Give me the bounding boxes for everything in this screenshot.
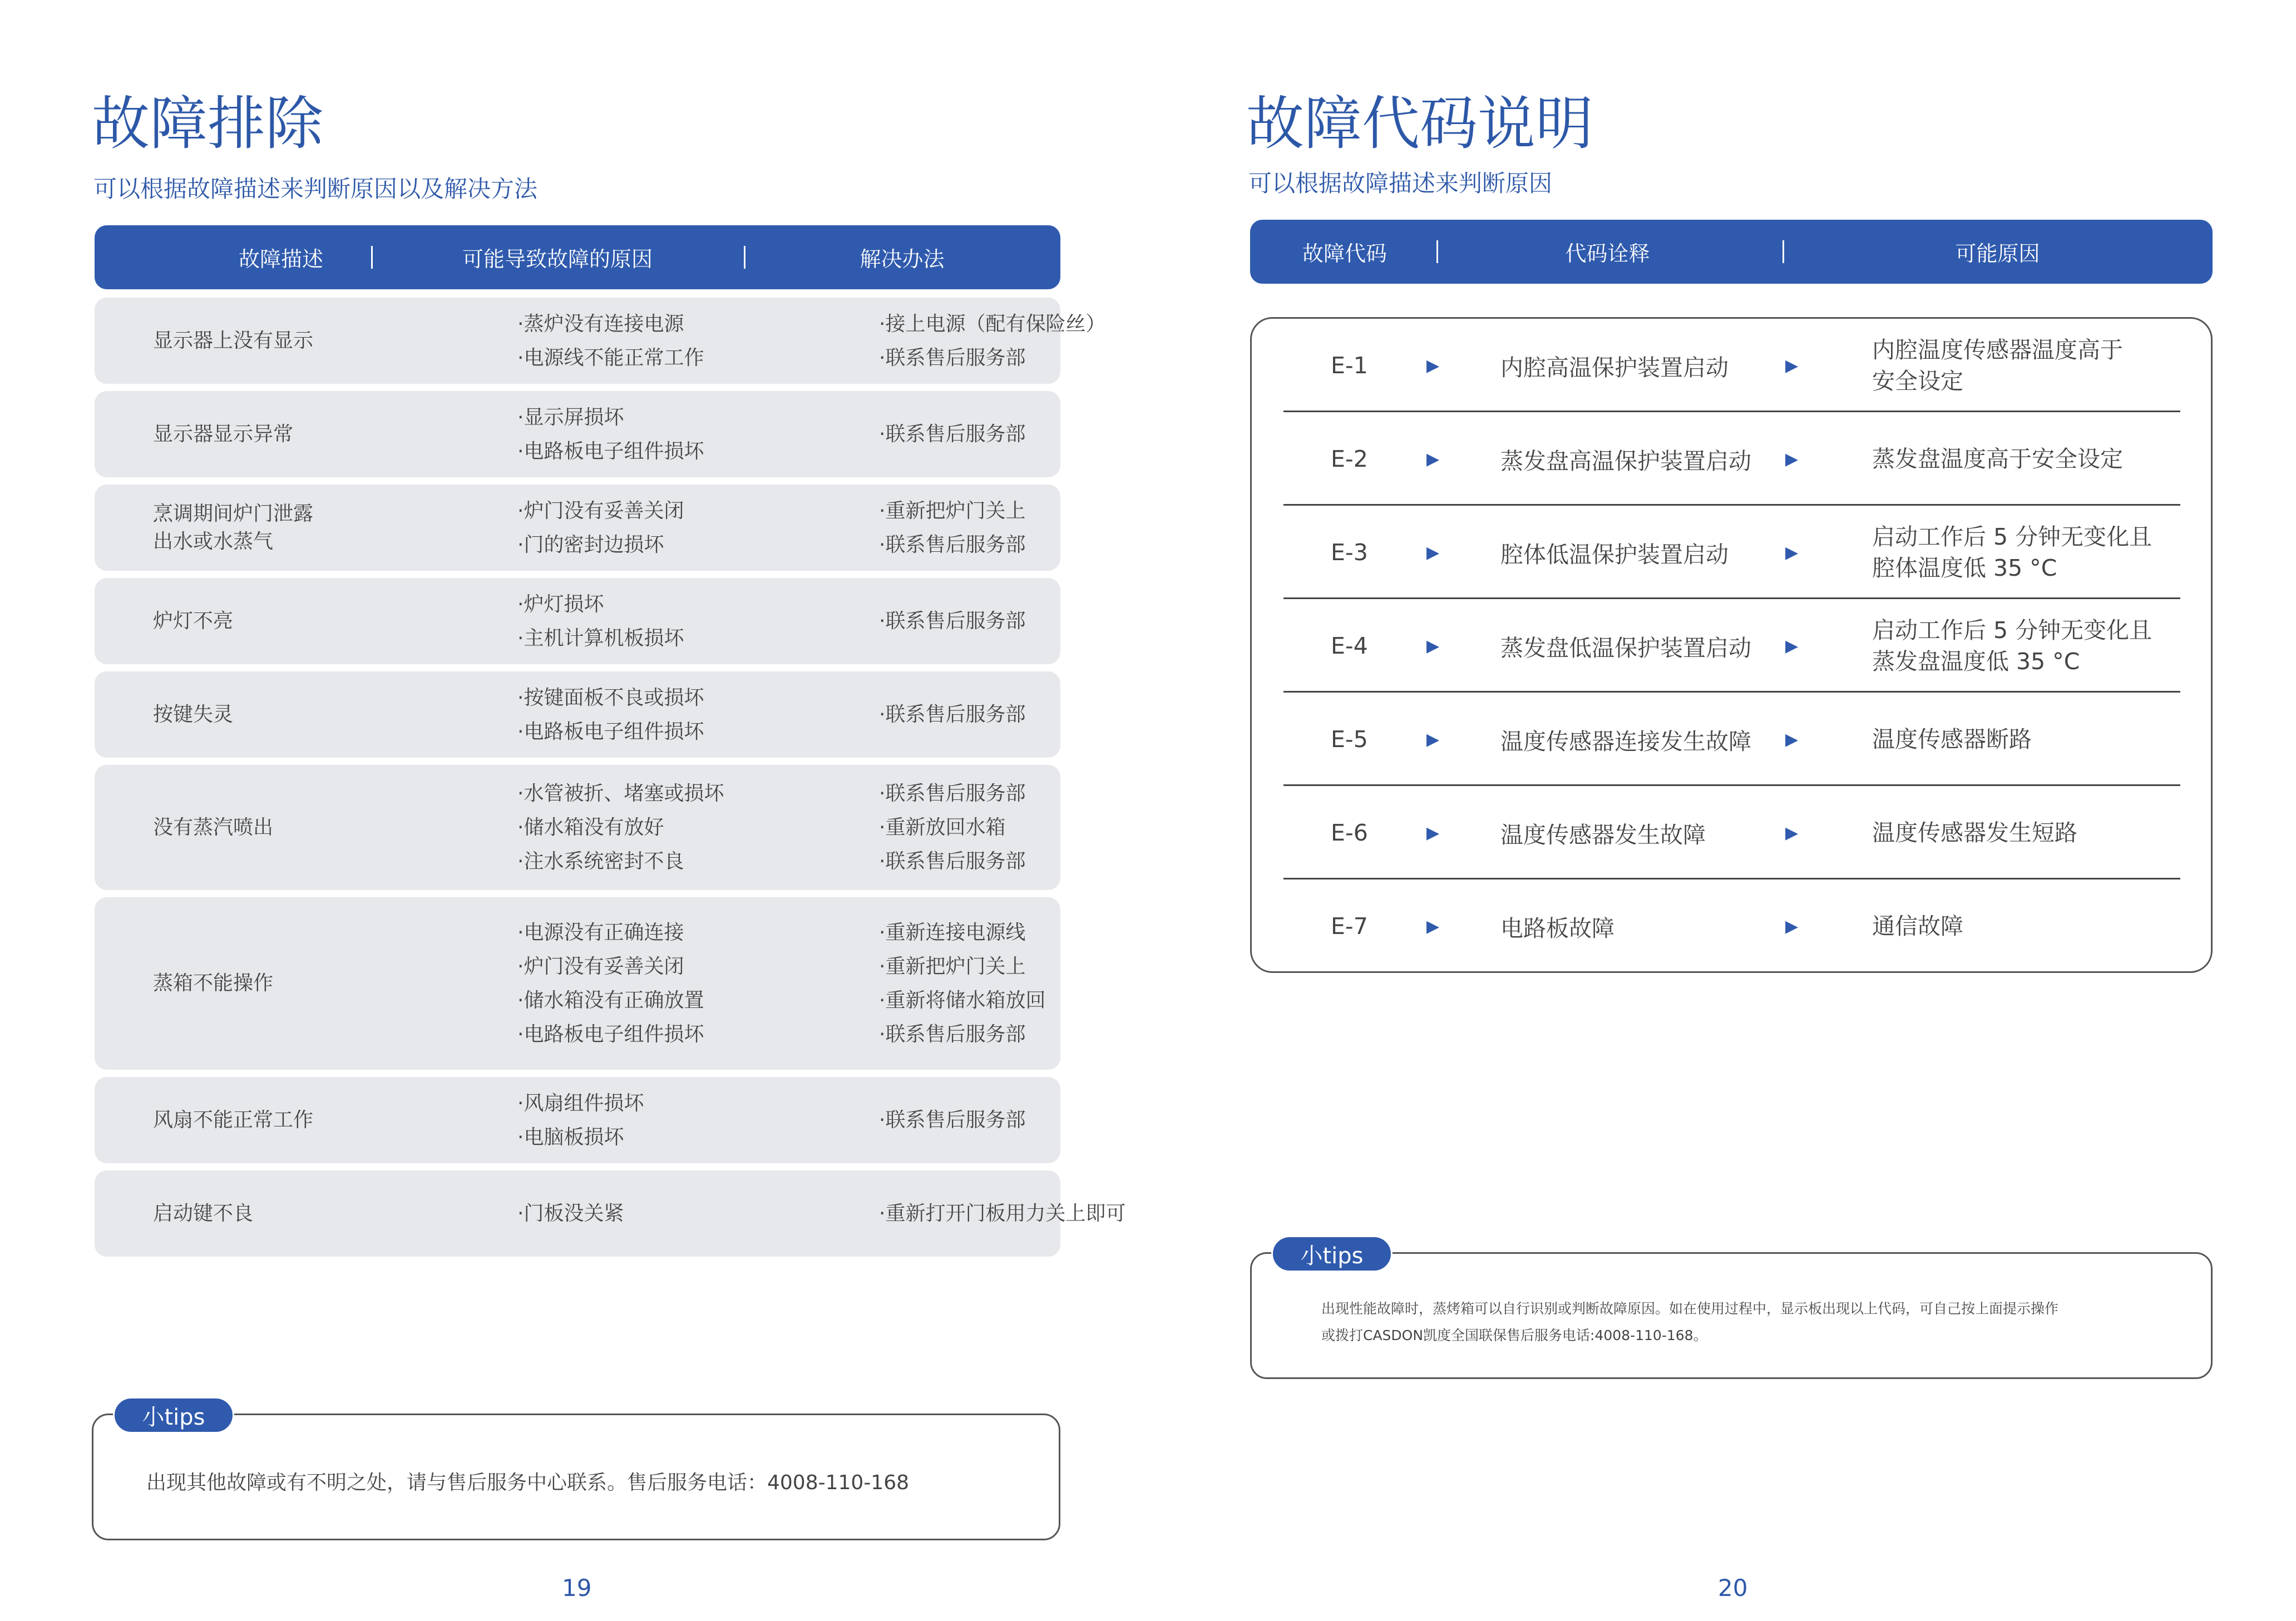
triangle-arrow-icon: ▶ bbox=[1426, 916, 1440, 936]
triangle-arrow-icon: ▶ bbox=[1785, 729, 1799, 749]
triangle-arrow-icon: ▶ bbox=[1426, 729, 1440, 749]
header-code-meaning: 代码诠释 bbox=[1565, 241, 1650, 266]
possible-causes: ·炉灯损坏 ·主机计算机板损坏 bbox=[517, 592, 684, 650]
page-subtitle-right: 可以根据故障描述来判断原因 bbox=[1248, 170, 1553, 197]
fault-description: 烹调期间炉门泄露 出水或水蒸气 bbox=[153, 502, 314, 553]
code-meaning: 温度传感器发生故障 bbox=[1500, 821, 1706, 848]
tips-box-right bbox=[1250, 1252, 2213, 1379]
possible-reason: 通信故障 bbox=[1872, 913, 1963, 940]
table-row bbox=[95, 485, 1060, 571]
error-code-row bbox=[1283, 693, 2180, 786]
possible-causes: ·蒸炉没有连接电源 ·电源线不能正常工作 bbox=[517, 312, 704, 369]
error-code-row bbox=[1283, 412, 2180, 506]
troubleshoot-table-header bbox=[95, 225, 1060, 289]
table-row bbox=[95, 1170, 1126, 1257]
triangle-arrow-icon: ▶ bbox=[1426, 542, 1440, 562]
table-row bbox=[95, 897, 1060, 1070]
error-code: E-6 bbox=[1331, 819, 1368, 846]
header-possible-reason: 可能原因 bbox=[1955, 241, 2040, 266]
solutions: ·联系售后服务部 bbox=[879, 703, 1026, 726]
error-code-row bbox=[1283, 879, 2180, 973]
header-possible-cause: 可能导致故障的原因 bbox=[462, 247, 653, 271]
table-row bbox=[95, 391, 1060, 477]
table-row bbox=[95, 671, 1060, 758]
fault-description: 显示器显示异常 bbox=[153, 422, 294, 446]
solutions: ·重新连接电源线 ·重新把炉门关上 ·重新将储水箱放回 ·联系售后服务部 bbox=[879, 921, 1046, 1046]
triangle-arrow-icon: ▶ bbox=[1785, 823, 1799, 843]
error-code-table bbox=[1250, 317, 2213, 973]
header-solution: 解决办法 bbox=[860, 247, 945, 271]
solutions: ·重新把炉门关上 ·联系售后服务部 bbox=[879, 499, 1026, 556]
fault-description: 蒸箱不能操作 bbox=[153, 972, 274, 995]
possible-causes: ·门板没关紧 bbox=[517, 1202, 624, 1225]
table-row bbox=[95, 578, 1060, 664]
tips-label-right: 小tips bbox=[1271, 1235, 1393, 1272]
possible-reason: 内腔温度传感器温度高于 安全设定 bbox=[1872, 337, 2123, 394]
error-code-table-header bbox=[1250, 220, 2213, 284]
code-meaning: 电路板故障 bbox=[1500, 915, 1614, 942]
possible-causes: ·电源没有正确连接 ·炉门没有妥善关闭 ·储水箱没有正确放置 ·电路板电子组件损坏 bbox=[517, 921, 704, 1046]
possible-reason: 温度传感器断路 bbox=[1872, 726, 2032, 753]
table-row bbox=[95, 298, 1106, 384]
header-fault-description: 故障描述 bbox=[238, 247, 323, 271]
code-meaning: 温度传感器连接发生故障 bbox=[1500, 728, 1751, 755]
possible-causes: ·水管被折、堵塞或损坏 ·储水箱没有放好 ·注水系统密封不良 bbox=[517, 782, 724, 873]
error-code: E-4 bbox=[1331, 632, 1368, 659]
triangle-arrow-icon: ▶ bbox=[1426, 823, 1440, 843]
page-title-right: 故障代码说明 bbox=[1246, 90, 1594, 157]
triangle-arrow-icon: ▶ bbox=[1426, 355, 1440, 375]
fault-description: 按键失灵 bbox=[153, 703, 234, 726]
table-row bbox=[95, 1077, 1060, 1163]
fault-description: 炉灯不亮 bbox=[153, 609, 234, 632]
solutions: ·联系售后服务部 bbox=[879, 1109, 1026, 1131]
page-title-left: 故障排除 bbox=[92, 90, 324, 157]
code-meaning: 腔体低温保护装置启动 bbox=[1500, 541, 1729, 568]
triangle-arrow-icon: ▶ bbox=[1785, 449, 1799, 469]
code-meaning: 内腔高温保护装置启动 bbox=[1500, 354, 1729, 381]
solutions: ·联系售后服务部 ·重新放回水箱 ·联系售后服务部 bbox=[879, 782, 1026, 873]
table-row bbox=[95, 765, 1060, 890]
solutions: ·联系售后服务部 bbox=[879, 610, 1026, 632]
triangle-arrow-icon: ▶ bbox=[1785, 636, 1799, 656]
page-number-right: 20 bbox=[1718, 1574, 1748, 1602]
fault-description: 显示器上没有显示 bbox=[153, 329, 314, 352]
header-error-code: 故障代码 bbox=[1302, 241, 1387, 266]
possible-causes: ·显示屏损坏 ·电路板电子组件损坏 bbox=[517, 406, 704, 463]
possible-reason: 启动工作后 5 分钟无变化且 蒸发盘温度低 35 °C bbox=[1872, 617, 2152, 675]
error-code: E-7 bbox=[1331, 913, 1368, 940]
tips-label-left: 小tips bbox=[113, 1397, 234, 1434]
code-meaning: 蒸发盘低温保护装置启动 bbox=[1500, 634, 1751, 661]
tips-text: 出现性能故障时，蒸烤箱可以自行识别或判断故障原因。如在使用过程中，显示板出现以上代码，可自己按上面提示操作 或拨打CASDON凯度全国联保售后服务电话:4008-110-168。 bbox=[1321, 1301, 2059, 1343]
error-code: E-2 bbox=[1331, 446, 1368, 472]
possible-causes: ·炉门没有妥善关闭 ·门的密封边损坏 bbox=[517, 499, 684, 556]
possible-causes: ·按键面板不良或损坏 ·电路板电子组件损坏 bbox=[517, 686, 704, 743]
error-code-row bbox=[1283, 319, 2180, 412]
error-code: E-3 bbox=[1331, 539, 1368, 566]
solutions: ·接上电源（配有保险丝） ·联系售后服务部 bbox=[879, 312, 1106, 369]
error-code-row bbox=[1283, 506, 2180, 599]
triangle-arrow-icon: ▶ bbox=[1785, 355, 1799, 375]
error-code: E-1 bbox=[1331, 352, 1368, 379]
page-number-left: 19 bbox=[562, 1574, 592, 1602]
triangle-arrow-icon: ▶ bbox=[1426, 636, 1440, 656]
triangle-arrow-icon: ▶ bbox=[1785, 916, 1799, 936]
error-code-row bbox=[1283, 599, 2180, 693]
error-code: E-5 bbox=[1331, 726, 1368, 753]
triangle-arrow-icon: ▶ bbox=[1426, 449, 1440, 469]
code-meaning: 蒸发盘高温保护装置启动 bbox=[1500, 447, 1751, 475]
solutions: ·重新打开门板用力关上即可 bbox=[879, 1202, 1126, 1225]
fault-description: 风扇不能正常工作 bbox=[153, 1108, 314, 1131]
tips-text: 出现其他故障或有不明之处，请与售后服务中心联系。售后服务电话：4008-110-168 bbox=[146, 1471, 910, 1494]
possible-reason: 启动工作后 5 分钟无变化且 腔体温度低 35 °C bbox=[1872, 523, 2152, 581]
possible-reason: 温度传感器发生短路 bbox=[1872, 819, 2077, 846]
tips-box-left bbox=[92, 1414, 1060, 1540]
fault-description: 启动键不良 bbox=[153, 1202, 254, 1225]
error-code-row bbox=[1283, 786, 2180, 879]
solutions: ·联系售后服务部 bbox=[879, 423, 1026, 446]
possible-causes: ·风扇组件损坏 ·电脑板损坏 bbox=[517, 1091, 644, 1149]
triangle-arrow-icon: ▶ bbox=[1785, 542, 1799, 562]
possible-reason: 蒸发盘温度高于安全设定 bbox=[1872, 446, 2123, 472]
fault-description: 没有蒸汽喷出 bbox=[153, 816, 274, 839]
page-subtitle-left: 可以根据故障描述来判断原因以及解决方法 bbox=[93, 175, 538, 202]
